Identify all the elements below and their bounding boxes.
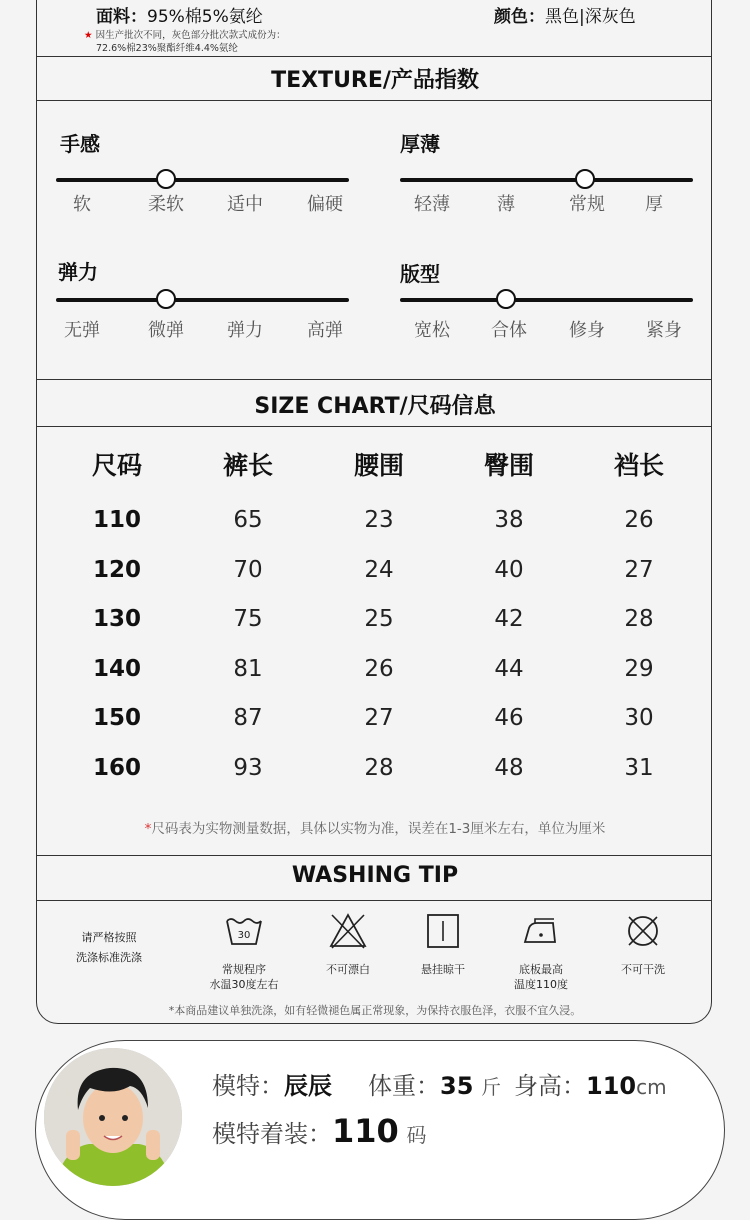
table-cell: 26 <box>624 507 654 533</box>
divider <box>36 379 712 380</box>
table-cell: 29 <box>624 656 654 682</box>
wash-label-line: 常规程序 <box>222 963 266 976</box>
table-cell: 26 <box>364 656 394 682</box>
texture-title: TEXTURE/产品指数 <box>271 68 479 93</box>
size-note-text: 尺码表为实物测量数据，具体以实物为准，误差在1-3厘米左右，单位为厘米 <box>151 821 606 837</box>
option-label: 厚 <box>645 194 663 215</box>
table-cell: 110 <box>92 507 142 533</box>
table-header: 尺码 <box>91 451 143 480</box>
color-label: 颜色： <box>494 7 545 27</box>
fabric-value: 95%棉5%氨纶 <box>147 7 263 27</box>
slider-track-fit <box>400 298 693 302</box>
table-cell: 160 <box>92 755 142 781</box>
table-cell: 87 <box>233 705 263 731</box>
table-cell: 150 <box>92 705 142 731</box>
attr-title-feel: 手感 <box>60 132 100 156</box>
height-value: 110 <box>586 1072 637 1100</box>
wearing-value: 110 <box>332 1112 399 1150</box>
table-cell: 24 <box>364 557 394 583</box>
wash-label-line: 不可干洗 <box>621 963 665 976</box>
washing-note: *本商品建议单独洗涤，如有轻微褪色属正常现象，为保持衣服色泽，衣服不宜久浸。 <box>168 1004 582 1017</box>
table-header: 裤长 <box>222 451 274 480</box>
option-label: 宽松 <box>414 320 450 341</box>
slider-knob-elasticity <box>156 289 176 309</box>
size-chart-note <box>0 817 750 837</box>
table-cell: 48 <box>494 755 524 781</box>
model-label: 模特： <box>212 1072 284 1100</box>
option-label: 高弹 <box>307 320 343 341</box>
model-weight-row <box>368 1066 501 1101</box>
option-label: 修身 <box>569 320 605 341</box>
table-header: 腰围 <box>353 451 405 480</box>
asterisk: * <box>144 821 152 837</box>
model-name: 辰辰 <box>284 1072 332 1100</box>
slider-knob-fit <box>496 289 516 309</box>
option-label: 弹力 <box>227 320 263 341</box>
slider-knob-thickness <box>575 169 595 189</box>
attr-title-thickness: 厚薄 <box>400 132 440 156</box>
option-label: 常规 <box>569 194 605 215</box>
table-cell: 93 <box>233 755 263 781</box>
model-name-row <box>212 1066 332 1101</box>
fabric-info <box>96 2 263 27</box>
attr-title-elasticity: 弹力 <box>58 260 98 284</box>
option-label: 适中 <box>227 194 263 215</box>
height-label: 身高： <box>514 1072 586 1100</box>
divider <box>36 426 712 427</box>
table-header: 裆长 <box>613 451 665 480</box>
slider-knob-feel <box>156 169 176 189</box>
wash-temp-text: 30 <box>237 930 251 941</box>
slider-track-thickness <box>400 178 693 182</box>
table-cell: 140 <box>92 656 142 682</box>
wash-label <box>621 962 665 977</box>
wearing-label: 模特着装： <box>212 1120 332 1148</box>
wash-label-line: 不可漂白 <box>326 963 370 976</box>
fabric-note-line2: 72.6%棉23%聚酯纤维4.4%氨纶 <box>96 43 238 54</box>
size-chart-title: SIZE CHART/尺码信息 <box>254 394 496 419</box>
option-label: 软 <box>73 194 91 215</box>
table-cell: 28 <box>364 755 394 781</box>
fabric-note-line1: 因生产批次不同，灰色部分批次款式成份为： <box>95 30 286 41</box>
table-cell: 25 <box>364 606 394 632</box>
attr-title-fit: 版型 <box>400 262 440 286</box>
washing-intro-line2: 洗涤标准洗涤 <box>76 951 142 964</box>
divider <box>36 100 712 101</box>
table-cell: 130 <box>92 606 142 632</box>
wash-label <box>326 962 370 977</box>
table-cell: 28 <box>624 606 654 632</box>
table-header: 臀围 <box>483 451 535 480</box>
table-cell: 27 <box>364 705 394 731</box>
divider <box>36 56 712 57</box>
fabric-label: 面料： <box>96 7 147 27</box>
option-label: 无弹 <box>64 320 100 341</box>
table-cell: 81 <box>233 656 263 682</box>
table-cell: 40 <box>494 557 524 583</box>
divider <box>36 900 712 901</box>
table-cell: 46 <box>494 705 524 731</box>
wash-30-icon <box>224 913 264 949</box>
option-label: 微弹 <box>148 320 184 341</box>
model-height-row <box>514 1066 667 1101</box>
wash-label <box>514 962 568 992</box>
weight-unit: 斤 <box>481 1075 502 1099</box>
wash-label <box>421 962 465 977</box>
height-unit: cm <box>636 1075 667 1099</box>
option-label: 薄 <box>497 194 515 215</box>
table-cell: 31 <box>624 755 654 781</box>
slider-track-feel <box>56 178 349 182</box>
table-cell: 120 <box>92 557 142 583</box>
no-bleach-icon <box>328 912 368 950</box>
table-cell: 27 <box>624 557 654 583</box>
fabric-note <box>84 27 286 41</box>
table-cell: 30 <box>624 705 654 731</box>
option-label: 轻薄 <box>414 194 450 215</box>
weight-label: 体重： <box>368 1072 440 1100</box>
wearing-unit: 码 <box>406 1123 427 1147</box>
iron-icon <box>521 914 561 948</box>
hang-dry-icon <box>426 913 460 949</box>
wash-label-line: 温度110度 <box>514 978 568 991</box>
model-photo-illustration <box>44 1048 182 1186</box>
no-dry-clean-icon <box>624 912 662 950</box>
slider-track-elasticity <box>56 298 349 302</box>
wash-label-line: 水温30度左右 <box>209 978 279 991</box>
table-cell: 75 <box>233 606 263 632</box>
wash-label-line: 悬挂晾干 <box>421 963 465 976</box>
washing-intro-line1: 请严格按照 <box>81 931 137 944</box>
table-cell: 65 <box>233 507 263 533</box>
table-cell: 38 <box>494 507 524 533</box>
option-label: 合体 <box>491 320 527 341</box>
color-info <box>494 2 636 27</box>
table-cell: 70 <box>233 557 263 583</box>
wash-label <box>210 962 279 992</box>
option-label: 柔软 <box>148 194 184 215</box>
table-cell: 23 <box>364 507 394 533</box>
table-cell: 44 <box>494 656 524 682</box>
model-photo <box>44 1048 182 1186</box>
model-wearing-row <box>212 1112 426 1150</box>
star-icon: ★ <box>84 30 93 41</box>
option-label: 紧身 <box>646 320 682 341</box>
option-label: 偏硬 <box>307 194 343 215</box>
color-value: 黑色|深灰色 <box>545 7 636 27</box>
washing-title: WASHING TIP <box>291 863 459 888</box>
divider <box>36 855 712 856</box>
washing-intro <box>76 928 142 968</box>
wash-label-line: 底板最高 <box>519 963 563 976</box>
weight-value: 35 <box>440 1072 474 1100</box>
table-cell: 42 <box>494 606 524 632</box>
